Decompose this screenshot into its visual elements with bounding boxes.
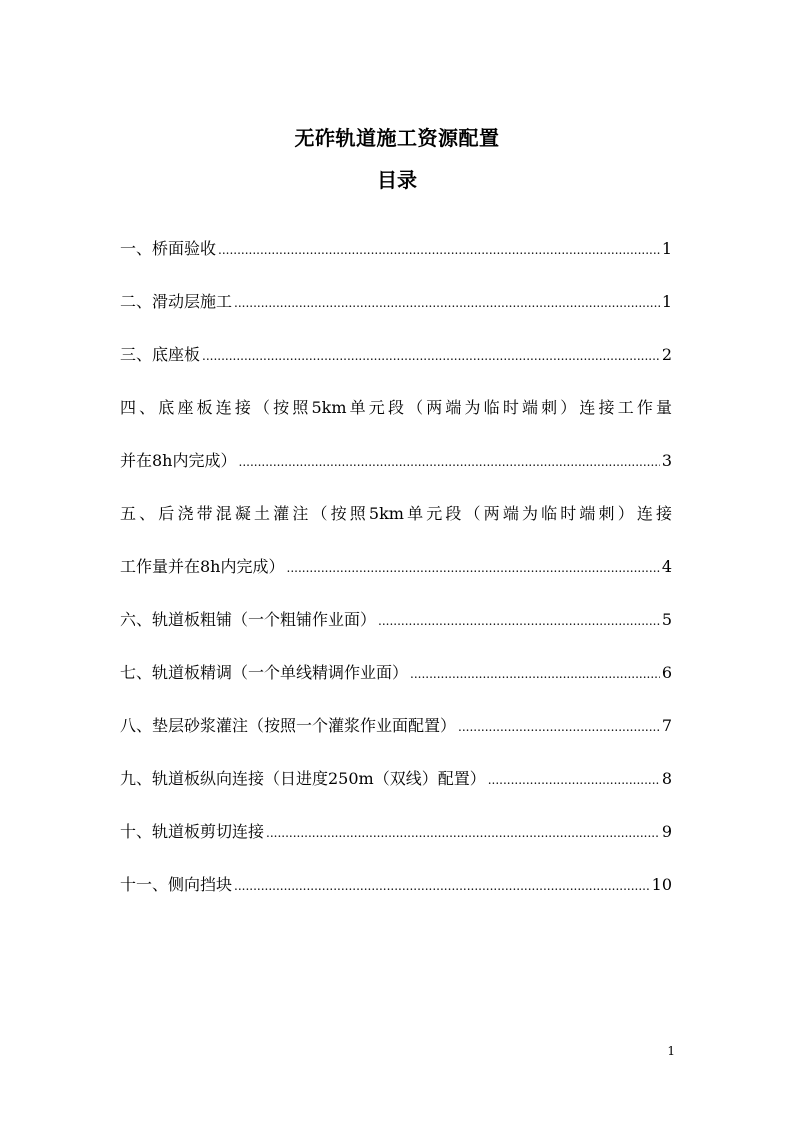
document-title: 无砟轨道施工资源配置	[294, 126, 500, 150]
toc-entry-title: 七、轨道板精调（一个单线精调作业面）	[120, 663, 409, 682]
toc-entry[interactable]	[120, 275, 672, 328]
toc-leader-dots	[410, 648, 660, 701]
toc-entry[interactable]	[120, 805, 672, 858]
toc-entry-title-line1: 四、底座板连接（按照5km单元段（两端为临时端刺）连接工作量	[120, 398, 672, 417]
toc-entry-title: 一、桥面验收	[120, 239, 217, 258]
toc-entry-page: 9	[661, 822, 672, 841]
toc-entry[interactable]	[120, 381, 672, 487]
toc-entry-page: 3	[661, 451, 672, 470]
toc-entry-page: 5	[661, 610, 672, 629]
page-number: 1	[667, 1044, 675, 1058]
toc-entry-title: 六、轨道板粗铺（一个粗铺作业面）	[120, 610, 377, 629]
toc-entry[interactable]	[120, 593, 672, 646]
toc-entry[interactable]	[120, 752, 672, 805]
toc-heading: 目录	[377, 168, 417, 192]
toc-entry-page: 1	[661, 239, 672, 258]
toc-leader-dots	[266, 807, 660, 860]
toc-entry-title: 并在8h内完成）	[120, 451, 237, 470]
toc-entry-page: 7	[661, 716, 672, 735]
toc-entry-title: 十、轨道板剪切连接	[120, 822, 265, 841]
toc-entry-title: 十一、侧向挡块	[120, 875, 233, 894]
toc-entry-page: 10	[651, 875, 672, 894]
toc-leader-dots	[234, 860, 650, 913]
toc-leader-dots	[378, 595, 660, 648]
toc-entry[interactable]	[120, 487, 672, 593]
toc-entry-page: 4	[661, 557, 672, 576]
table-of-contents	[120, 222, 672, 911]
toc-entry[interactable]	[120, 646, 672, 699]
toc-entry[interactable]	[120, 328, 672, 381]
toc-entry-title: 三、底座板	[120, 345, 201, 364]
toc-entry-page: 6	[661, 663, 672, 682]
toc-entry[interactable]	[120, 858, 672, 911]
toc-leader-dots	[218, 224, 660, 277]
toc-leader-dots	[239, 436, 660, 489]
toc-entry-page: 8	[661, 769, 672, 788]
toc-leader-dots	[202, 330, 660, 383]
toc-leader-dots	[287, 542, 660, 595]
toc-leader-dots	[234, 277, 660, 330]
toc-entry-title: 二、滑动层施工	[120, 292, 233, 311]
toc-entry-title: 工作量并在8h内完成）	[120, 557, 285, 576]
toc-entry-title: 九、轨道板纵向连接（日进度250m（双线）配置）	[120, 769, 486, 788]
toc-leader-dots	[458, 701, 660, 754]
toc-entry-title-line1: 五、后浇带混凝土灌注（按照5km单元段（两端为临时端刺）连接	[120, 504, 672, 523]
toc-leader-dots	[488, 754, 660, 807]
toc-entry-page: 1	[661, 292, 672, 311]
toc-entry[interactable]	[120, 699, 672, 752]
toc-entry-title: 八、垫层砂浆灌注（按照一个灌浆作业面配置）	[120, 716, 457, 735]
toc-entry-page: 2	[661, 345, 672, 364]
toc-entry[interactable]	[120, 222, 672, 275]
